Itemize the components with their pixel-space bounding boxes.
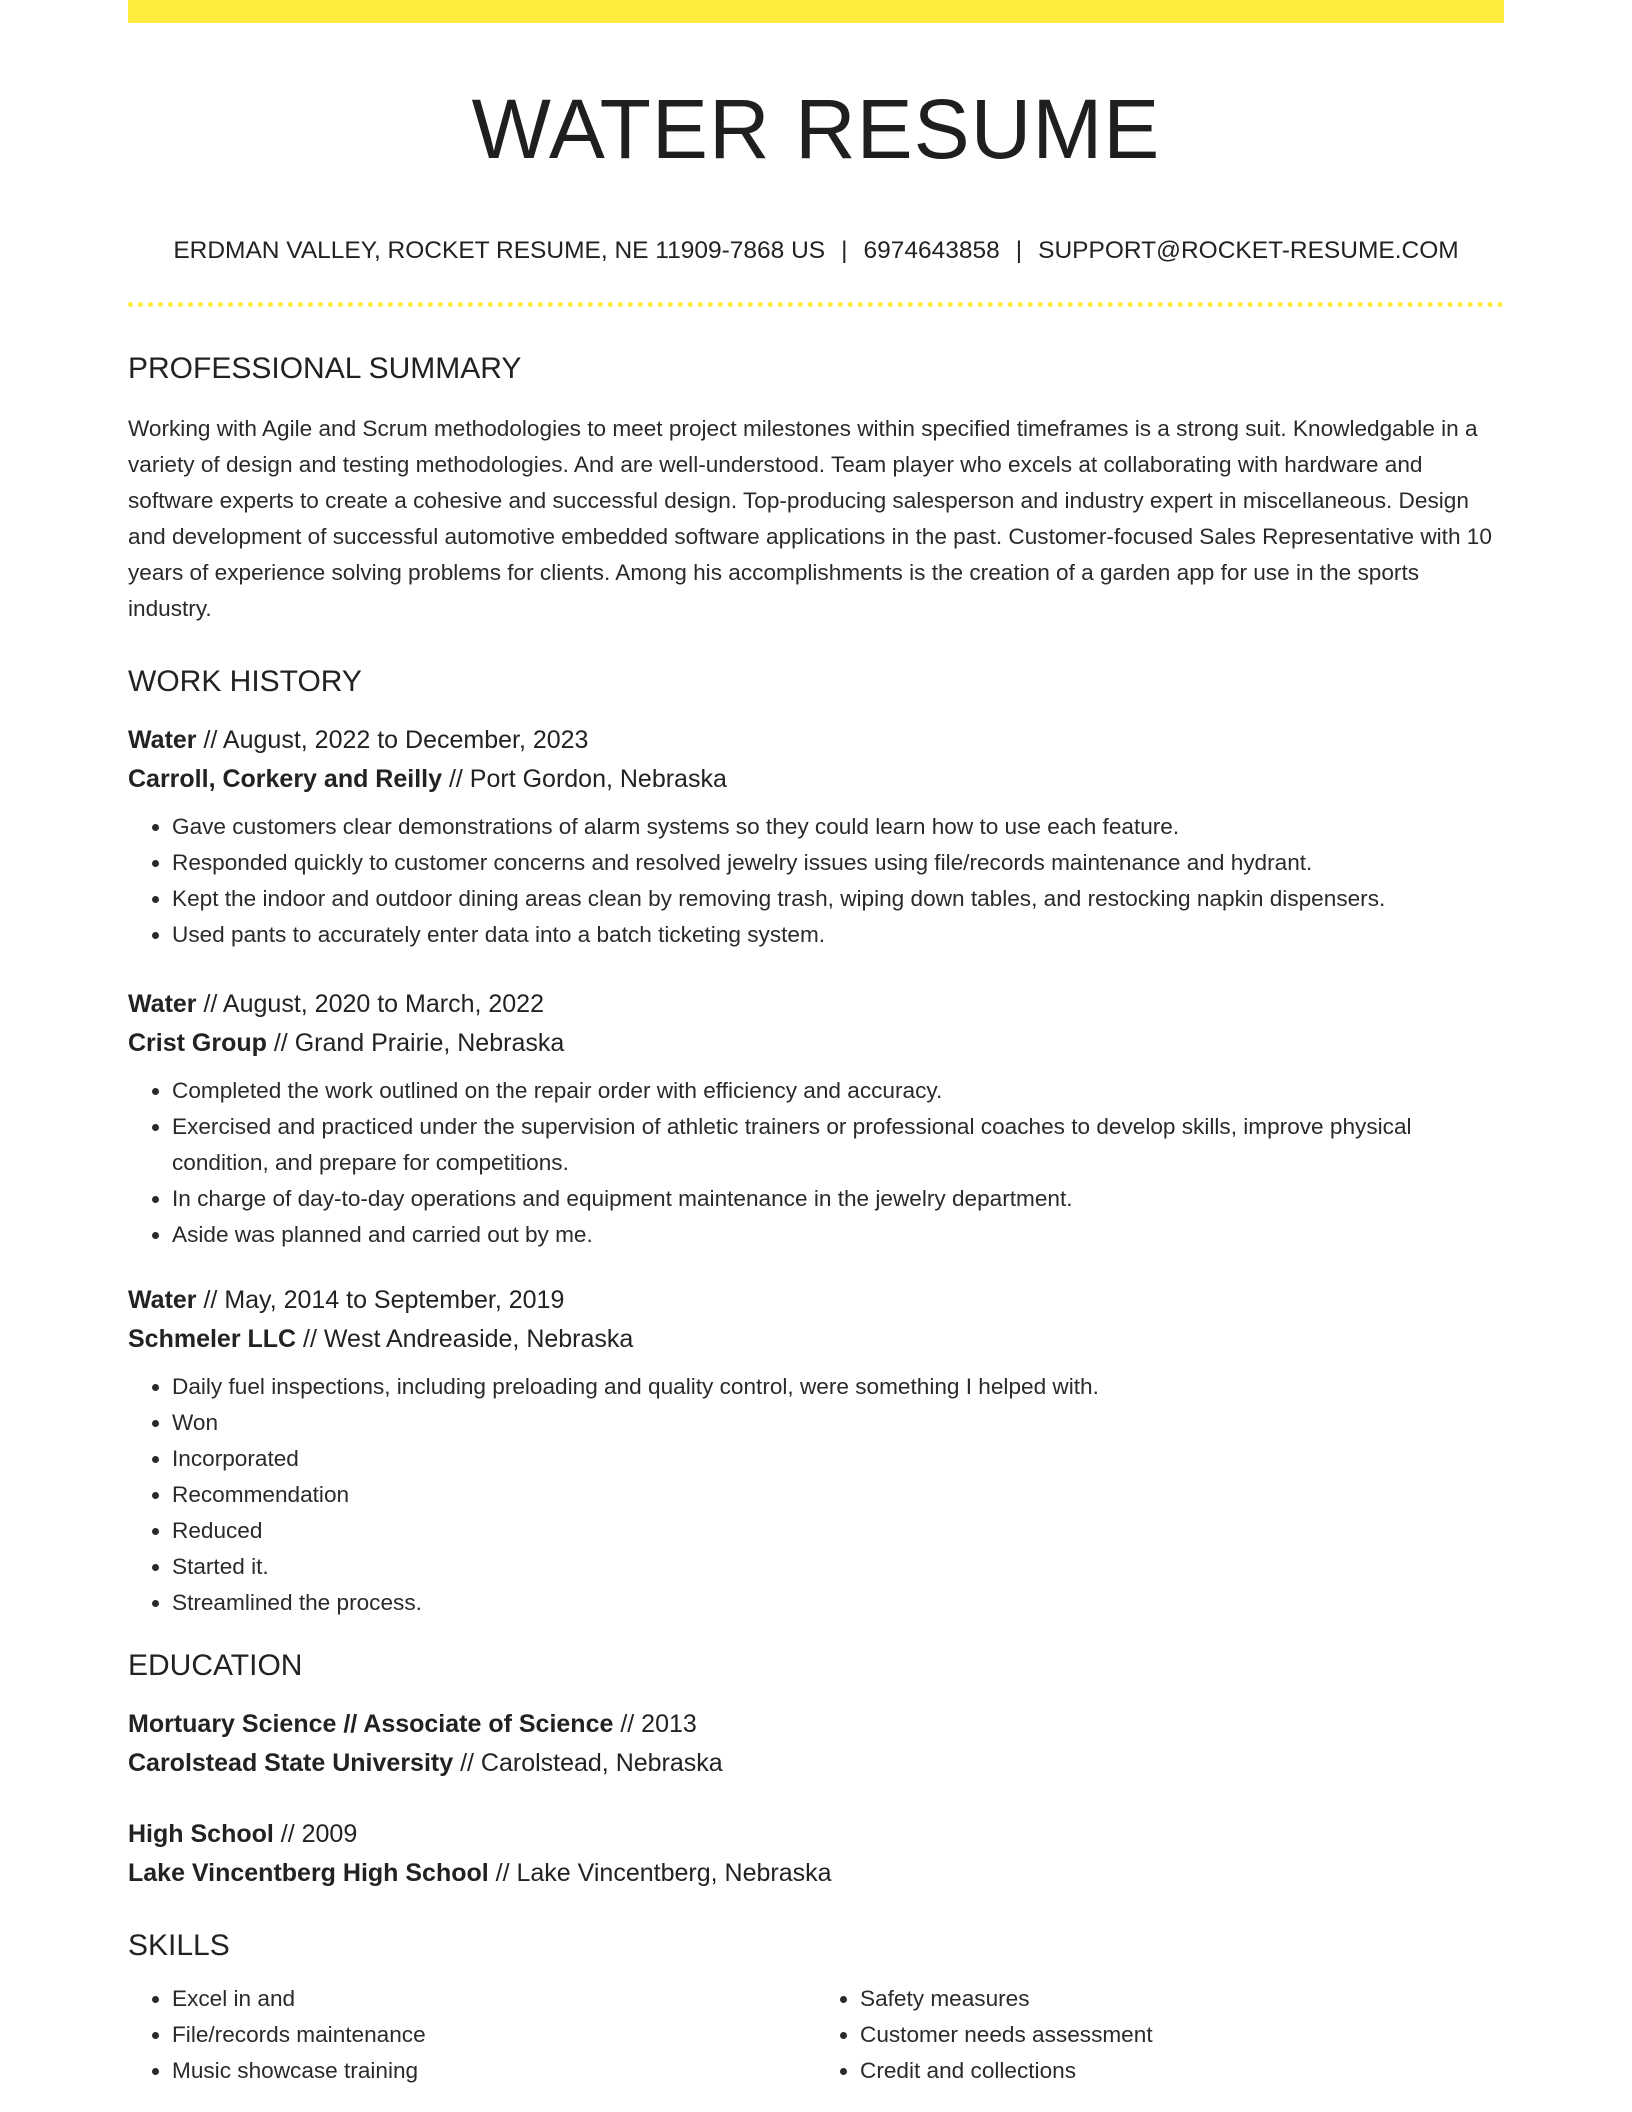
skill-item: • Safety measures (860, 1981, 1504, 2017)
education-degree: Mortuary Science // Associate of Science (128, 1709, 614, 1738)
job-bullet: • Daily fuel inspections, including preloading and quality control, were something I helped with. (172, 1369, 1504, 1405)
education-degree: High School (128, 1819, 274, 1848)
education-entry (128, 1705, 1504, 1783)
job-company-line (128, 760, 1504, 799)
job-dates: // May, 2014 to September, 2019 (196, 1285, 565, 1314)
contact-email: SUPPORT@ROCKET-RESUME.COM (1038, 237, 1459, 264)
job-company-line (128, 1024, 1504, 1063)
education-degree-line (128, 1705, 1504, 1744)
contact-phone: 6974643858 (863, 237, 1000, 264)
skills-column-right (816, 1981, 1504, 2089)
job-entry (128, 721, 1504, 953)
summary-heading: PROFESSIONAL SUMMARY (128, 351, 522, 385)
education-year: // 2009 (273, 1819, 358, 1848)
skill-item: • File/records maintenance (172, 2017, 816, 2053)
job-company: Carroll, Corkery and Reilly (128, 764, 443, 793)
job-bullet: • Used pants to accurately enter data into a batch ticketing system. (172, 917, 1504, 953)
job-bullets (128, 809, 1504, 953)
job-bullet: • Completed the work outlined on the repair order with efficiency and accuracy. (172, 1073, 1504, 1109)
skills-heading: SKILLS (128, 1928, 230, 1962)
skill-item: • Music showcase training (172, 2053, 816, 2089)
job-title-line (128, 1281, 1504, 1320)
job-bullet: • Aside was planned and carried out by me. (172, 1217, 1504, 1253)
education-school: Lake Vincentberg High School (128, 1858, 489, 1887)
work-history-heading: WORK HISTORY (128, 664, 362, 698)
skill-item: • Customer needs assessment (860, 2017, 1504, 2053)
skill-item: • Credit and collections (860, 2053, 1504, 2089)
job-role: Water (128, 725, 197, 754)
education-entry (128, 1815, 1504, 1893)
skill-item: • Excel in and (172, 1981, 816, 2017)
contact-separator: | (1015, 237, 1023, 264)
skills-list (128, 1981, 1504, 2089)
job-dates: // August, 2020 to March, 2022 (196, 989, 544, 1018)
job-bullet: • Started it. (172, 1549, 1504, 1585)
job-title-line (128, 985, 1504, 1024)
job-company-line (128, 1320, 1504, 1359)
job-entry (128, 1281, 1504, 1621)
job-bullets (128, 1073, 1504, 1253)
education-school: Carolstead State University (128, 1748, 454, 1777)
education-year: // 2013 (613, 1709, 697, 1738)
contact-address: ERDMAN VALLEY, ROCKET RESUME, NE 11909-7868 US (173, 237, 826, 264)
education-school-line (128, 1854, 1504, 1893)
job-entry (128, 985, 1504, 1253)
job-bullet: • Responded quickly to customer concerns and resolved jewelry issues using file/records maintenance and hydrant. (172, 845, 1504, 881)
job-bullet: • Recommendation (172, 1477, 1504, 1513)
resume-page (128, 0, 1504, 2089)
education-heading: EDUCATION (128, 1648, 303, 1682)
education-degree-line (128, 1815, 1504, 1854)
job-bullet: • Streamlined the process. (172, 1585, 1504, 1621)
job-location: // Port Gordon, Nebraska (442, 764, 727, 793)
job-location: // Grand Prairie, Nebraska (266, 1028, 565, 1057)
resume-name: WATER RESUME (471, 82, 1161, 176)
job-bullet: • Kept the indoor and outdoor dining areas clean by removing trash, wiping down tables, and restocking napkin dispensers. (172, 881, 1504, 917)
job-location: // West Andreaside, Nebraska (296, 1324, 634, 1353)
contact-separator: | (841, 237, 848, 264)
job-role: Water (128, 989, 197, 1018)
skills-column-left (128, 1981, 816, 2089)
job-bullet: • Exercised and practiced under the supervision of athletic trainers or professional coaches to develop skills, improve physical condition, and prepare for competitions. (172, 1109, 1504, 1181)
job-bullet: • Won (172, 1405, 1504, 1441)
job-bullet: • In charge of day-to-day operations and equipment maintenance in the jewelry department. (172, 1181, 1504, 1217)
job-bullet: • Incorporated (172, 1441, 1504, 1477)
job-company: Crist Group (128, 1028, 267, 1057)
job-role: Water (128, 1285, 197, 1314)
job-dates: // August, 2022 to December, 2023 (196, 725, 589, 754)
education-location: // Lake Vincentberg, Nebraska (488, 1858, 832, 1887)
job-company: Schmeler LLC (128, 1324, 297, 1353)
dotted-divider (128, 302, 1504, 307)
accent-bar (128, 0, 1504, 23)
education-school-line (128, 1744, 1504, 1783)
contact-line (128, 239, 1504, 264)
job-bullets (128, 1369, 1504, 1621)
summary-text: Working with Agile and Scrum methodologies to meet project milestones within specified timeframes is a strong suit. Knowledgable in a variety of design and testing methodologies. And are well-understood. Team player who excels at collaborating with hardware and software experts to create a cohesive and successful design. Top-producing salesperson and industry expert in miscellaneous. Design and development of successful automotive embedded software applications in the past. Customer-focused Sales Representative with 10 years of experience solving problems for clients. Among his accomplishments is the creation of a garden app for use in the sports industry. (128, 415, 1492, 621)
job-title-line (128, 721, 1504, 760)
job-bullet: • Reduced (172, 1513, 1504, 1549)
job-bullet: • Gave customers clear demonstrations of alarm systems so they could learn how to use each feature. (172, 809, 1504, 845)
education-location: // Carolstead, Nebraska (453, 1748, 723, 1777)
